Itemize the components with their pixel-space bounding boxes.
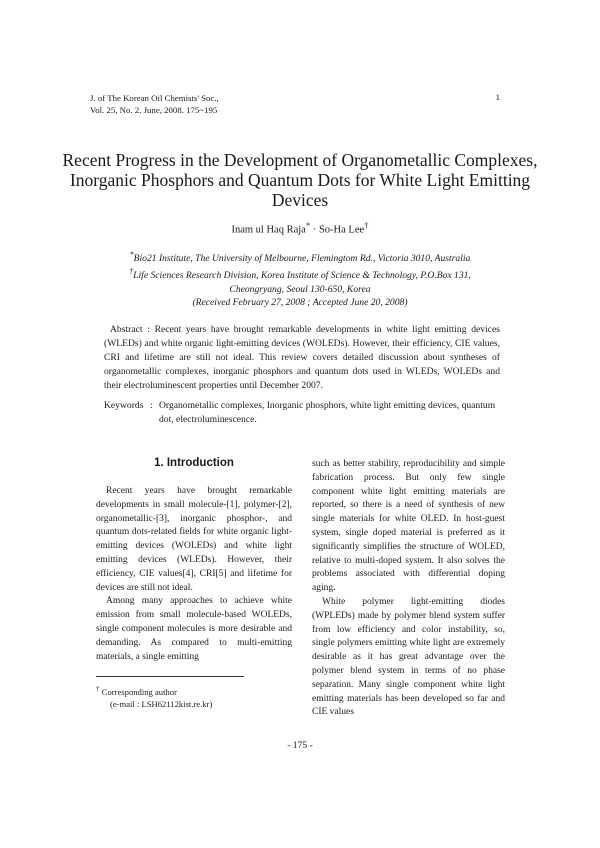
paragraph: Recent years have brought remarkable developments in small molecule-[1], polymer-[2], organometallic-[3], inorganic phosphor-, and quantum dots-related fields for white organic light-emitting devices (WOLEDs) and white light emitting devices (WLEDs). However, their efficiency, CIE values[4], CRI[5] and lifetime for devices are still not ideal. bbox=[96, 486, 292, 593]
journal-name: J. of The Korean Oil Chemists' Soc., bbox=[90, 93, 219, 103]
footnote-rule bbox=[96, 676, 244, 677]
footnote: † Corresponding author (e-mail : LSH62112kist.re.kr) bbox=[96, 685, 213, 709]
author-mark: † bbox=[364, 220, 369, 230]
paragraph: White polymer light-emitting diodes (WPLEDs) made by polymer blend system suffer from low efficiency and color instability, so, single polymers emitting white light are extremely desirable as it has great advantage over the polymer blend system in terms of no phase separation. Many single component white light emitting materials has been developed so far and CIE values bbox=[312, 596, 505, 718]
keywords-text: Organometallic complexes, Inorganic phosphors, white light emitting devices, quantum dot, electroluminescence. bbox=[159, 400, 496, 425]
page-footer-number: - 175 - bbox=[287, 740, 313, 751]
section-heading: 1. Introduction bbox=[154, 457, 234, 469]
body-column-left bbox=[96, 485, 292, 664]
journal-header bbox=[90, 92, 219, 116]
footnote-mark: † bbox=[96, 685, 100, 693]
abstract-text: Recent years have brought remarkable developments in white light emitting devices (WLEDs) and white organic light-emitting devices (WOLEDs). However, their efficiency, CIE values, CRI and lifetime are still not ideal. This review covers detailed discussion about syntheses of organometallic complexes, inorganic phosphors and quantum dots used in WLEDs, WOLEDs and their electroluminescent properties until December 2007. bbox=[104, 324, 500, 391]
keywords-label: Keywords bbox=[104, 400, 144, 411]
header-page-number: 1 bbox=[495, 92, 500, 102]
paper-title: Recent Progress in the Development of Organometallic Complexes, Inorganic Phosphors and Quantum Dots for White Light Emitting Devices bbox=[62, 150, 538, 210]
paragraph: Among many approaches to achieve white emission from small molecule-based WOLEDs, single component molecules is more desirable and demanding. As compared to multi-emitting materials, a single emitting bbox=[96, 596, 292, 662]
author-name: Inam ul Haq Raja bbox=[231, 224, 306, 236]
paragraph: such as better stability, reproducibility and simple fabrication process. But only few single component white light emitting materials are reported, so there is a need of synthesis of new single materials for white OLED. In host-guest system, single doped material is preferred as it significantly simplifies the structure of WOLED, relative to multi-doped system. It also solves the problems associated with differential doping aging. bbox=[312, 459, 505, 594]
affiliations bbox=[60, 248, 540, 309]
author-separator: · bbox=[310, 224, 319, 236]
affiliation-line: *Bio21 Institute, The University of Melbourne, Flemingtom Rd., Victoria 3010, Australia bbox=[129, 250, 471, 265]
author-name: So-Ha Lee bbox=[318, 224, 365, 236]
affiliation-line: †Life Sciences Research Division, Korea Institute of Science & Technology, P.O.Box 131, bbox=[129, 267, 471, 282]
affiliation-mark: * bbox=[129, 250, 134, 259]
affiliation-mark: † bbox=[129, 267, 134, 277]
keywords: Keywords : Organometallic complexes, Inorganic phosphors, white light emitting devices, quantum dot, electroluminescence. bbox=[104, 399, 500, 426]
footnote-email: (e-mail : LSH62112kist.re.kr) bbox=[110, 698, 213, 709]
author-line bbox=[0, 220, 600, 236]
body-column-right bbox=[312, 458, 505, 720]
journal-volume: Vol. 25, No. 2. June, 2008. 175~195 bbox=[90, 105, 218, 115]
abstract: Abstract : Recent years have brought remarkable developments in white light emitting devices (WLEDs) and white organic light-emitting devices (WOLEDs). However, their efficiency, CIE values, CRI and lifetime are still not ideal. This review covers detailed discussion about syntheses of organometallic complexes, inorganic phosphors and quantum dots used in WLEDs, WOLEDs and their electroluminescent properties until December 2007. bbox=[104, 324, 500, 391]
received-dates: (Received February 27, 2008 ; Accepted June 20, 2008) bbox=[192, 296, 408, 308]
abstract-label: Abstract bbox=[110, 324, 143, 335]
author-mark: * bbox=[305, 220, 311, 230]
affiliation-line: Cheongryang, Seoul 130-650, Korea bbox=[229, 283, 371, 295]
